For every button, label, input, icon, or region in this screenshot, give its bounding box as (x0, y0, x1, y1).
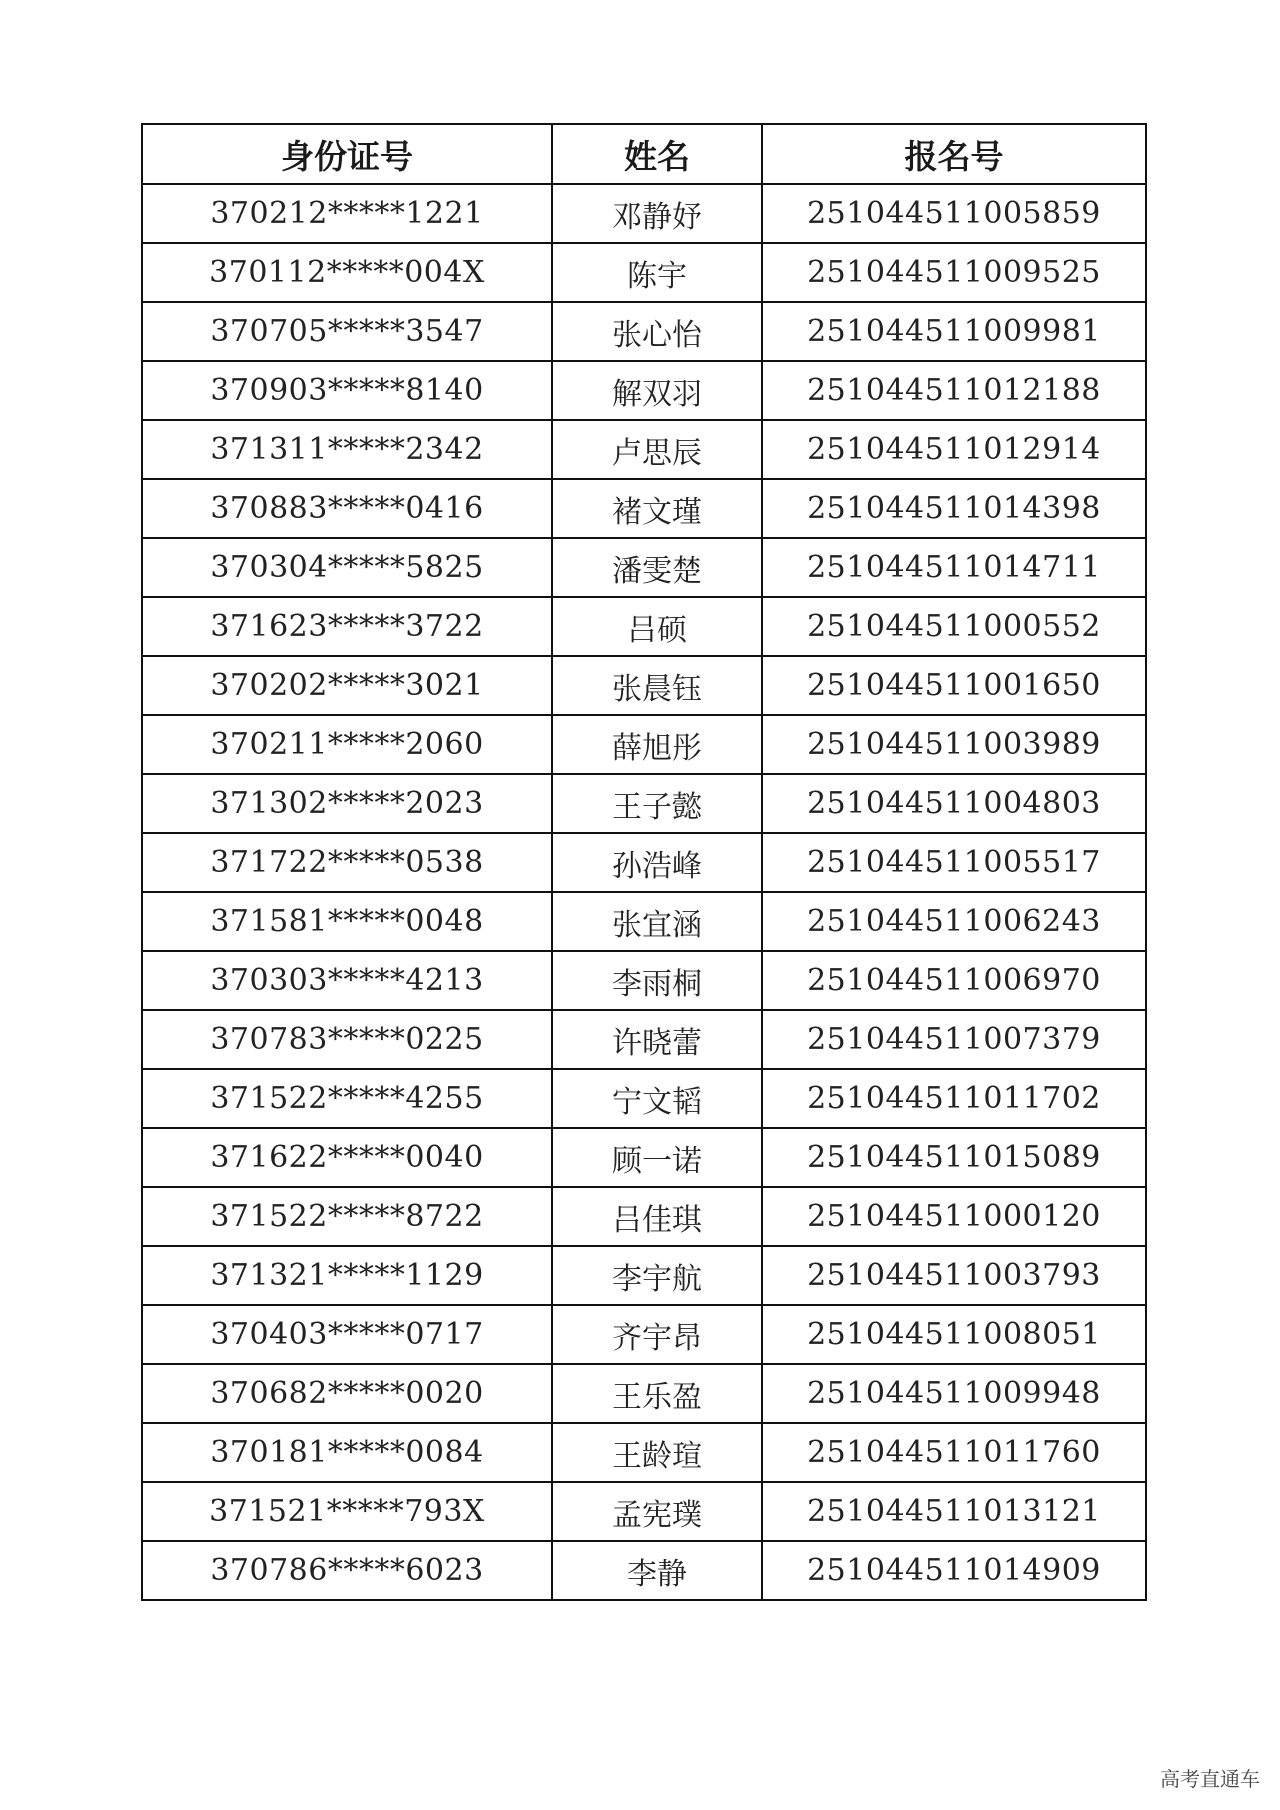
name-cell: 李静 (552, 1541, 762, 1600)
id-number-cell: 371623*****3722 (142, 597, 552, 656)
name-cell: 王乐盈 (552, 1364, 762, 1423)
table-row (142, 1482, 1146, 1541)
table-row (142, 1305, 1146, 1364)
id-number-cell: 371722*****0538 (142, 833, 552, 892)
table-row (142, 538, 1146, 597)
name-cell: 潘雯楚 (552, 538, 762, 597)
table-row (142, 656, 1146, 715)
table-row (142, 951, 1146, 1010)
name-cell: 孙浩峰 (552, 833, 762, 892)
table-row (142, 1069, 1146, 1128)
registration-number-cell: 251044511007379 (762, 1010, 1146, 1069)
name-cell: 顾一诺 (552, 1128, 762, 1187)
registration-number-cell: 251044511009981 (762, 302, 1146, 361)
name-cell: 张晨钰 (552, 656, 762, 715)
name-cell: 宁文韬 (552, 1069, 762, 1128)
id-number-cell: 370112*****004X (142, 243, 552, 302)
table-header (142, 124, 1146, 184)
registration-number-cell: 251044511004803 (762, 774, 1146, 833)
id-number-cell: 371321*****1129 (142, 1246, 552, 1305)
registration-number-cell: 251044511003989 (762, 715, 1146, 774)
name-cell: 邓静妤 (552, 184, 762, 243)
table-row (142, 774, 1146, 833)
id-number-cell: 370181*****0084 (142, 1423, 552, 1482)
registration-number-cell: 251044511011760 (762, 1423, 1146, 1482)
header-name: 姓名 (552, 124, 762, 184)
name-cell: 吕硕 (552, 597, 762, 656)
name-cell: 陈宇 (552, 243, 762, 302)
name-cell: 褚文瑾 (552, 479, 762, 538)
registration-number-cell: 251044511005517 (762, 833, 1146, 892)
table-row (142, 302, 1146, 361)
header-row (142, 124, 1146, 184)
id-number-cell: 371522*****8722 (142, 1187, 552, 1246)
table-row (142, 1128, 1146, 1187)
registration-number-cell: 251044511014398 (762, 479, 1146, 538)
name-cell: 解双羽 (552, 361, 762, 420)
table-row (142, 715, 1146, 774)
table-row (142, 1364, 1146, 1423)
id-number-cell: 370783*****0225 (142, 1010, 552, 1069)
name-cell: 齐宇昂 (552, 1305, 762, 1364)
id-number-cell: 370883*****0416 (142, 479, 552, 538)
id-number-cell: 370212*****1221 (142, 184, 552, 243)
registration-number-cell: 251044511006970 (762, 951, 1146, 1010)
name-cell: 吕佳琪 (552, 1187, 762, 1246)
id-number-cell: 371622*****0040 (142, 1128, 552, 1187)
table-row (142, 361, 1146, 420)
id-number-cell: 371311*****2342 (142, 420, 552, 479)
id-number-cell: 370903*****8140 (142, 361, 552, 420)
name-cell: 李雨桐 (552, 951, 762, 1010)
registration-number-cell: 251044511013121 (762, 1482, 1146, 1541)
registration-number-cell: 251044511008051 (762, 1305, 1146, 1364)
candidate-table (141, 123, 1147, 1601)
name-cell: 许晓蕾 (552, 1010, 762, 1069)
id-number-cell: 370786*****6023 (142, 1541, 552, 1600)
registration-number-cell: 251044511015089 (762, 1128, 1146, 1187)
registration-number-cell: 251044511012188 (762, 361, 1146, 420)
registration-number-cell: 251044511003793 (762, 1246, 1146, 1305)
table-row (142, 243, 1146, 302)
registration-number-cell: 251044511011702 (762, 1069, 1146, 1128)
id-number-cell: 370303*****4213 (142, 951, 552, 1010)
registration-number-cell: 251044511014711 (762, 538, 1146, 597)
name-cell: 王龄瑄 (552, 1423, 762, 1482)
id-number-cell: 370403*****0717 (142, 1305, 552, 1364)
table-row (142, 892, 1146, 951)
watermark-text: 高考直通车 (1160, 1767, 1260, 1791)
table-body (142, 184, 1146, 1600)
id-number-cell: 370211*****2060 (142, 715, 552, 774)
id-number-cell: 370705*****3547 (142, 302, 552, 361)
registration-number-cell: 251044511009525 (762, 243, 1146, 302)
id-number-cell: 371522*****4255 (142, 1069, 552, 1128)
id-number-cell: 370304*****5825 (142, 538, 552, 597)
table-row (142, 420, 1146, 479)
registration-number-cell: 251044511009948 (762, 1364, 1146, 1423)
registration-number-cell: 251044511012914 (762, 420, 1146, 479)
table-row (142, 1423, 1146, 1482)
header-id-number: 身份证号 (142, 124, 552, 184)
table-row (142, 1187, 1146, 1246)
id-number-cell: 370682*****0020 (142, 1364, 552, 1423)
header-registration-number: 报名号 (762, 124, 1146, 184)
registration-number-cell: 251044511005859 (762, 184, 1146, 243)
table-row (142, 833, 1146, 892)
name-cell: 张宜涵 (552, 892, 762, 951)
name-cell: 王子懿 (552, 774, 762, 833)
registration-number-cell: 251044511000120 (762, 1187, 1146, 1246)
registration-number-cell: 251044511000552 (762, 597, 1146, 656)
name-cell: 孟宪璞 (552, 1482, 762, 1541)
table-row (142, 1246, 1146, 1305)
table-row (142, 479, 1146, 538)
id-number-cell: 370202*****3021 (142, 656, 552, 715)
table-row (142, 597, 1146, 656)
name-cell: 薛旭彤 (552, 715, 762, 774)
name-cell: 卢思辰 (552, 420, 762, 479)
id-number-cell: 371581*****0048 (142, 892, 552, 951)
registration-number-cell: 251044511001650 (762, 656, 1146, 715)
id-number-cell: 371302*****2023 (142, 774, 552, 833)
name-cell: 张心怡 (552, 302, 762, 361)
table-row (142, 1010, 1146, 1069)
table-row (142, 184, 1146, 243)
name-cell: 李宇航 (552, 1246, 762, 1305)
registration-number-cell: 251044511006243 (762, 892, 1146, 951)
table-row (142, 1541, 1146, 1600)
id-number-cell: 371521*****793X (142, 1482, 552, 1541)
registration-number-cell: 251044511014909 (762, 1541, 1146, 1600)
